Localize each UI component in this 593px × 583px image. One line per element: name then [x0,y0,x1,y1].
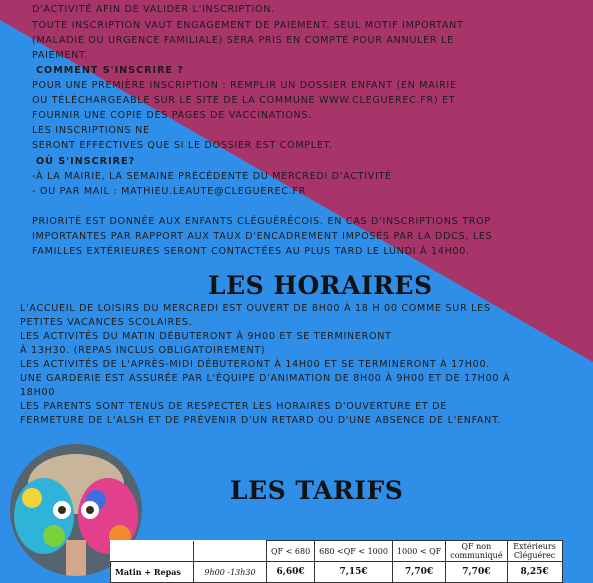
horaires-line-6: UNE GARDERIE EST ASSURÉE PAR L'ÉQUIPE D'ANIMATION DE 8H00 À 9H00 ET DE 17H00 À [20,373,511,384]
intro-line-4: PAIEMENT. [32,50,89,61]
ou-line-1: -À LA MAIRIE, LA SEMAINE PRÉCÉDENTE DU MERCREDI D'ACTIVITÉ [32,171,392,182]
horaires-line-2: PETITES VACANCES SCOLAIRES. [20,317,193,328]
table-row [111,562,563,583]
tarifs-table [110,540,563,583]
comment-line-3: FOURNIR UNE COPIE DES PAGES DE VACCINATIONS. [32,110,312,121]
price-qf-over-1000: 7,70€ [392,562,445,583]
horaires-line-8: LES PARENTS SONT TENUS DE RESPECTER LES HORAIRES D'OUVERTURE ET DE [20,401,447,412]
horaires-line-7: 18H00 [20,387,56,398]
tarifs-header-row [111,541,563,562]
horaires-line-1: L'ACCUEIL DE LOISIRS DU MERCREDI EST OUVERT DE 8H00 À 18 H 00 COMME SUR LES [20,303,491,314]
intro-line-2: TOUTE INSCRIPTION VAUT ENGAGEMENT DE PAIEMENT. SEUL MOTIF IMPORTANT [32,20,464,31]
row-time: 9h00 -13h30 [194,562,267,583]
horaires-line-3: LES ACTIVITÉS DU MATIN DÉBUTERONT À 9H00 ET SE TERMINERONT [20,331,392,342]
price-exterieurs: 8,25€ [507,562,562,583]
comment-line-2: OU TÉLÉCHARGEABLE SUR LE SITE DE LA COMMUNE WWW.CLEGUEREC.FR) ET [32,95,456,106]
header-exterieurs: Extérieurs Cléguérec [507,541,562,562]
priorite-line-1: PRIORITÉ EST DONNÉE AUX ENFANTS CLÉGUÉRÉCOIS. EN CAS D'INSCRIPTIONS TROP [32,216,491,227]
intro-line-3: (MALADIE OU URGENCE FAMILIALE) SERA PRIS EN COMPTE POUR ANNULER LE [32,35,454,46]
priorite-line-3: FAMILLES EXTÉRIEURES SERONT CONTACTÉES AU PLUS TARD LE LUNDI À 14H00. [32,246,470,257]
price-qf-680-1000: 7,15€ [315,562,393,583]
comment-line-4: LES INSCRIPTIONS NE [32,125,150,136]
comment-title: COMMENT S'INSCRIRE ? [36,65,184,76]
horaires-line-4: À 13H30. (REPAS INCLUS OBLIGATOIREMENT) [20,345,266,356]
price-qf-non-communique: 7,70€ [446,562,507,583]
horaires-line-9: FERMETURE DE L'ALSH ET DE PRÉVENIR D'UN RETARD OU D'UNE ABSENCE DE L'ENFANT. [20,415,502,426]
comment-line-1: POUR UNE PREMIÈRE INSCRIPTION : REMPLIR UN DOSSIER ENFANT (EN MAIRIE [32,80,457,91]
horaires-line-5: LES ACTIVITÉS DE L'APRÈS-MIDI DÉBUTERONT À 14H00 ET SE TERMINERONT À 17H00. [20,359,491,370]
header-qf-over-1000: 1000 < QF [392,541,445,562]
intro-line-1: D'ACTIVITÉ AFIN DE VALIDER L'INSCRIPTION. [32,4,275,15]
header-blank-2 [194,541,267,562]
ou-title: OÙ S'INSCRIRE? [36,156,136,167]
row-label: Matin + Repas [111,562,194,583]
ou-line-2: - OU PAR MAIL : MATHIEU.LEAUTE@CLEGUEREC.FR [32,186,306,197]
header-qf-680-1000: 680 <QF < 1000 [315,541,393,562]
priorite-line-2: IMPORTANTES PAR RAPPORT AUX TAUX D'ENCADREMENT IMPOSÉS PAR LA DDCS, LES [32,231,493,242]
horaires-heading: LES HORAIRES [208,271,433,300]
header-blank-1 [111,541,194,562]
tarifs-heading: LES TARIFS [230,476,404,505]
price-qf-under-680: 6,60€ [267,562,315,583]
header-qf-non-communique: QF non communiqué [446,541,507,562]
comment-line-5: SERONT EFFECTIVES QUE SI LE DOSSIER EST COMPLET. [32,140,333,151]
header-qf-under-680: QF < 680 [267,541,315,562]
